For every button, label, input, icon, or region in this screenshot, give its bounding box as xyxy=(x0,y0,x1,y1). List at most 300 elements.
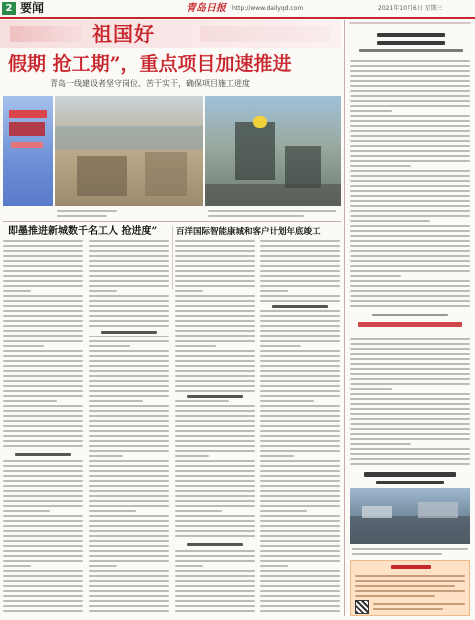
banner-mark xyxy=(200,26,330,42)
heading-line xyxy=(359,49,463,52)
construction-photo-left xyxy=(55,96,203,206)
text-line xyxy=(350,358,470,360)
text-line xyxy=(3,405,83,407)
text-line xyxy=(260,520,340,522)
text-line xyxy=(89,525,169,527)
text-line xyxy=(260,570,340,572)
text-line xyxy=(3,340,83,342)
text-line xyxy=(350,250,470,252)
text-line xyxy=(175,530,255,532)
text-line xyxy=(260,560,340,562)
subheading-line xyxy=(187,395,243,398)
text-line xyxy=(175,430,255,432)
text-line xyxy=(3,610,83,612)
text-line xyxy=(175,295,255,297)
text-line xyxy=(89,400,143,402)
text-line xyxy=(3,445,83,447)
inline-subheading xyxy=(89,328,169,336)
text-line xyxy=(260,470,340,472)
text-line xyxy=(350,160,470,162)
text-line xyxy=(350,378,470,380)
caption-line xyxy=(57,215,107,217)
text-line xyxy=(350,215,470,217)
text-line xyxy=(175,485,255,487)
text-line xyxy=(260,450,340,452)
text-line xyxy=(350,140,470,142)
text-line xyxy=(89,410,169,412)
text-line xyxy=(350,433,470,435)
text-line xyxy=(175,385,255,387)
text-line xyxy=(175,375,255,377)
text-line xyxy=(89,250,169,252)
text-line xyxy=(260,505,340,507)
text-line xyxy=(350,190,470,192)
text-line xyxy=(350,95,470,97)
text-line xyxy=(175,525,255,527)
notice-heading-block xyxy=(350,312,470,334)
text-line xyxy=(260,385,340,387)
text-line xyxy=(3,385,83,387)
text-line xyxy=(175,380,255,382)
text-line xyxy=(3,465,83,467)
text-line xyxy=(89,585,169,587)
text-line xyxy=(260,490,340,492)
banner-text-red xyxy=(11,142,43,148)
text-line xyxy=(3,505,83,507)
text-line xyxy=(175,505,255,507)
text-line xyxy=(175,400,229,402)
text-line xyxy=(175,460,255,462)
text-line xyxy=(89,420,169,422)
banner-label: 祖国好 xyxy=(92,22,155,46)
banner-text-red xyxy=(9,122,45,136)
text-line xyxy=(175,360,255,362)
text-line xyxy=(3,300,83,302)
text-line xyxy=(350,210,470,212)
text-line xyxy=(350,423,470,425)
text-line xyxy=(175,245,255,247)
text-line xyxy=(89,605,169,607)
text-line xyxy=(350,300,470,302)
text-line xyxy=(89,305,169,307)
text-line xyxy=(3,310,83,312)
text-line xyxy=(350,125,470,127)
text-line xyxy=(260,260,340,262)
text-line xyxy=(350,100,470,102)
text-line xyxy=(350,75,470,77)
text-line xyxy=(260,495,340,497)
text-line xyxy=(350,145,470,147)
right-top-heading-block xyxy=(351,30,469,56)
text-line xyxy=(89,270,169,272)
text-line xyxy=(260,400,314,402)
text-line xyxy=(350,383,470,385)
text-line xyxy=(350,373,470,375)
text-line xyxy=(260,285,340,287)
text-line xyxy=(3,380,83,382)
photo-shape xyxy=(350,516,470,544)
photo-shape xyxy=(285,146,321,188)
left-banner-image xyxy=(3,96,53,206)
text-line xyxy=(260,280,340,282)
right-subheading-block xyxy=(350,470,470,486)
text-line xyxy=(260,345,301,347)
text-line xyxy=(260,390,340,392)
text-line xyxy=(350,265,470,267)
text-line xyxy=(175,250,255,252)
right-column-divider xyxy=(344,20,345,616)
text-line xyxy=(175,325,255,327)
text-line xyxy=(350,463,470,465)
text-line xyxy=(350,363,470,365)
text-line xyxy=(260,600,340,602)
text-line xyxy=(89,375,169,377)
text-line xyxy=(260,510,307,512)
text-line xyxy=(89,500,169,502)
heading-line xyxy=(377,33,445,37)
photo-shape xyxy=(235,122,275,180)
text-line xyxy=(89,430,169,432)
text-line xyxy=(89,505,169,507)
text-line xyxy=(175,340,255,342)
text-line xyxy=(350,120,470,122)
text-line xyxy=(260,575,340,577)
text-line xyxy=(175,420,255,422)
text-line xyxy=(3,320,83,322)
masthead xyxy=(0,0,475,17)
text-line xyxy=(89,490,169,492)
heading-line xyxy=(358,322,462,327)
heading-line xyxy=(372,314,448,316)
text-line xyxy=(89,445,169,447)
text-line xyxy=(89,290,117,292)
text-line xyxy=(350,135,470,137)
photo-shape xyxy=(205,184,341,206)
text-line xyxy=(260,255,340,257)
body-text-left xyxy=(3,240,341,612)
text-line xyxy=(175,315,255,317)
text-line xyxy=(3,285,83,287)
text-line xyxy=(175,370,255,372)
text-line xyxy=(89,360,169,362)
text-line xyxy=(350,418,470,420)
text-line xyxy=(3,325,83,327)
heading-line xyxy=(377,41,445,45)
text-line xyxy=(175,495,255,497)
text-line xyxy=(89,460,169,462)
text-line xyxy=(260,380,340,382)
notice-line xyxy=(355,595,435,597)
text-line xyxy=(350,165,411,167)
text-line xyxy=(350,443,411,445)
text-line xyxy=(89,535,169,537)
text-line xyxy=(3,520,83,522)
text-line xyxy=(350,130,470,132)
text-line xyxy=(260,245,340,247)
text-line xyxy=(175,590,255,592)
caption-line xyxy=(352,553,442,555)
text-line xyxy=(89,610,169,612)
text-line xyxy=(175,575,255,577)
text-line xyxy=(350,90,470,92)
text-line xyxy=(260,315,340,317)
text-line xyxy=(175,520,255,522)
photo-shape xyxy=(77,156,127,196)
lead-headline: 假期 抢工期”，重点项目加速推进 xyxy=(8,53,292,75)
text-line xyxy=(260,330,340,332)
text-line xyxy=(3,335,83,337)
notice-line xyxy=(373,603,465,605)
text-line xyxy=(260,250,340,252)
text-line xyxy=(3,250,83,252)
text-line xyxy=(89,310,169,312)
text-line xyxy=(89,300,169,302)
text-line xyxy=(260,550,340,552)
text-line xyxy=(3,510,50,512)
text-line xyxy=(350,205,470,207)
text-line xyxy=(3,390,83,392)
text-line xyxy=(260,355,340,357)
text-line xyxy=(89,530,169,532)
notice-line xyxy=(355,575,465,577)
text-line xyxy=(89,405,169,407)
text-line xyxy=(89,565,117,567)
text-line xyxy=(350,115,470,117)
text-line xyxy=(175,285,255,287)
text-line xyxy=(175,565,203,567)
subheading-line xyxy=(187,543,243,546)
text-line xyxy=(175,345,216,347)
text-line xyxy=(3,415,83,417)
notice-title-line xyxy=(391,565,431,569)
construction-photo-right xyxy=(205,96,341,206)
text-line xyxy=(175,425,255,427)
text-line xyxy=(3,355,83,357)
text-line xyxy=(175,410,255,412)
text-line xyxy=(3,555,83,557)
text-line xyxy=(89,415,169,417)
masthead-url[interactable]: http://www.dailyqd.com xyxy=(232,5,304,12)
text-line xyxy=(3,255,83,257)
text-line xyxy=(3,570,83,572)
text-line xyxy=(175,450,255,452)
text-line xyxy=(175,610,255,612)
text-line xyxy=(260,475,340,477)
text-line xyxy=(350,85,470,87)
text-line xyxy=(350,180,470,182)
text-line xyxy=(175,290,203,292)
text-line xyxy=(3,460,83,462)
text-line xyxy=(3,530,83,532)
text-line xyxy=(3,470,83,472)
text-line xyxy=(89,240,169,242)
text-line xyxy=(3,370,83,372)
text-line xyxy=(175,490,255,492)
text-line xyxy=(260,240,340,242)
text-line xyxy=(3,565,31,567)
text-line xyxy=(3,575,83,577)
text-line xyxy=(260,580,340,582)
text-line xyxy=(89,285,169,287)
text-line xyxy=(175,445,255,447)
text-line xyxy=(3,240,83,242)
text-line xyxy=(350,235,470,237)
text-line xyxy=(175,280,255,282)
lead-subheadline: 青岛一线建设者坚守岗位、苦干实干，确保项目施工进度 xyxy=(50,79,250,88)
text-line xyxy=(3,295,83,297)
text-line xyxy=(175,300,255,302)
text-line xyxy=(260,610,340,612)
text-line xyxy=(175,560,255,562)
text-line xyxy=(89,575,169,577)
notice-line xyxy=(355,580,465,582)
text-line xyxy=(350,305,470,307)
text-line xyxy=(260,360,340,362)
text-line xyxy=(350,260,470,262)
text-line xyxy=(89,550,169,552)
notice-line xyxy=(355,585,455,587)
text-line xyxy=(350,185,470,187)
text-line xyxy=(175,240,255,242)
banner-text-red xyxy=(9,110,47,118)
text-line xyxy=(260,320,340,322)
text-line xyxy=(89,540,169,542)
text-line xyxy=(350,150,470,152)
text-line xyxy=(175,275,255,277)
caption-line xyxy=(57,210,117,212)
text-line xyxy=(350,105,470,107)
text-line xyxy=(89,515,169,517)
text-line xyxy=(350,270,470,272)
text-line xyxy=(260,540,340,542)
text-line xyxy=(175,500,255,502)
text-line xyxy=(89,450,169,452)
text-line xyxy=(260,425,340,427)
text-line xyxy=(3,330,83,332)
text-line xyxy=(260,445,340,447)
text-line xyxy=(350,398,470,400)
text-line xyxy=(260,525,340,527)
text-line xyxy=(89,275,169,277)
text-line xyxy=(89,590,169,592)
text-line xyxy=(350,393,470,395)
text-line xyxy=(260,275,340,277)
text-line xyxy=(260,410,340,412)
text-line xyxy=(350,388,392,390)
text-line xyxy=(3,290,31,292)
text-line xyxy=(3,480,83,482)
text-line xyxy=(260,455,294,457)
text-line xyxy=(3,605,83,607)
text-line xyxy=(350,240,470,242)
text-line xyxy=(89,340,169,342)
text-line xyxy=(175,365,255,367)
text-line xyxy=(175,475,255,477)
text-line xyxy=(350,80,470,82)
text-line xyxy=(3,580,83,582)
text-line xyxy=(260,370,340,372)
photo-shape xyxy=(55,126,203,150)
text-line xyxy=(260,500,340,502)
right-nav-strip xyxy=(349,19,471,27)
text-line xyxy=(260,405,340,407)
text-line xyxy=(350,403,470,405)
text-line xyxy=(89,440,169,442)
text-line xyxy=(175,335,255,337)
text-line xyxy=(89,390,169,392)
inline-subheading xyxy=(3,450,83,458)
text-line xyxy=(89,325,169,327)
text-line xyxy=(3,515,83,517)
text-line xyxy=(89,255,169,257)
text-line xyxy=(260,565,288,567)
subheading-line xyxy=(15,453,71,456)
text-line xyxy=(89,570,169,572)
text-line xyxy=(260,295,340,297)
text-line xyxy=(3,440,83,442)
qr-code-icon[interactable] xyxy=(355,600,369,614)
text-line xyxy=(89,475,169,477)
text-line xyxy=(3,420,83,422)
text-line xyxy=(89,280,169,282)
text-line xyxy=(175,580,255,582)
text-line xyxy=(3,400,57,402)
banner-block xyxy=(0,20,341,48)
text-line xyxy=(3,595,83,597)
text-line xyxy=(350,225,470,227)
text-line xyxy=(175,310,255,312)
masthead-logo: 青岛日报 xyxy=(186,3,226,14)
text-line xyxy=(260,415,340,417)
text-line xyxy=(175,415,255,417)
text-line xyxy=(175,455,209,457)
text-line xyxy=(175,330,255,332)
text-line xyxy=(350,338,470,340)
text-line xyxy=(260,485,340,487)
text-line xyxy=(260,340,340,342)
subheading-line xyxy=(101,331,157,334)
text-line xyxy=(175,305,255,307)
text-line xyxy=(3,395,83,397)
text-line xyxy=(350,343,470,345)
text-line xyxy=(3,590,83,592)
text-line xyxy=(3,435,83,437)
story-headline-left: 即墨推进新城数千名工人 抢进度” xyxy=(8,226,158,237)
text-line xyxy=(3,305,83,307)
text-line xyxy=(350,195,470,197)
text-line xyxy=(89,295,169,297)
text-line xyxy=(3,345,44,347)
text-line xyxy=(89,435,169,437)
right-bottom-photo xyxy=(350,488,470,544)
inline-subheading xyxy=(175,392,255,400)
text-line xyxy=(260,465,340,467)
text-line xyxy=(175,405,255,407)
text-line xyxy=(89,495,169,497)
text-line xyxy=(89,510,136,512)
text-line xyxy=(89,355,169,357)
text-line xyxy=(260,480,340,482)
text-line xyxy=(350,70,470,72)
text-line xyxy=(350,170,470,172)
text-line xyxy=(3,360,83,362)
text-line xyxy=(89,485,169,487)
text-line xyxy=(350,245,470,247)
text-line xyxy=(89,395,169,397)
text-line xyxy=(260,530,340,532)
text-line xyxy=(89,600,169,602)
text-line xyxy=(175,435,255,437)
